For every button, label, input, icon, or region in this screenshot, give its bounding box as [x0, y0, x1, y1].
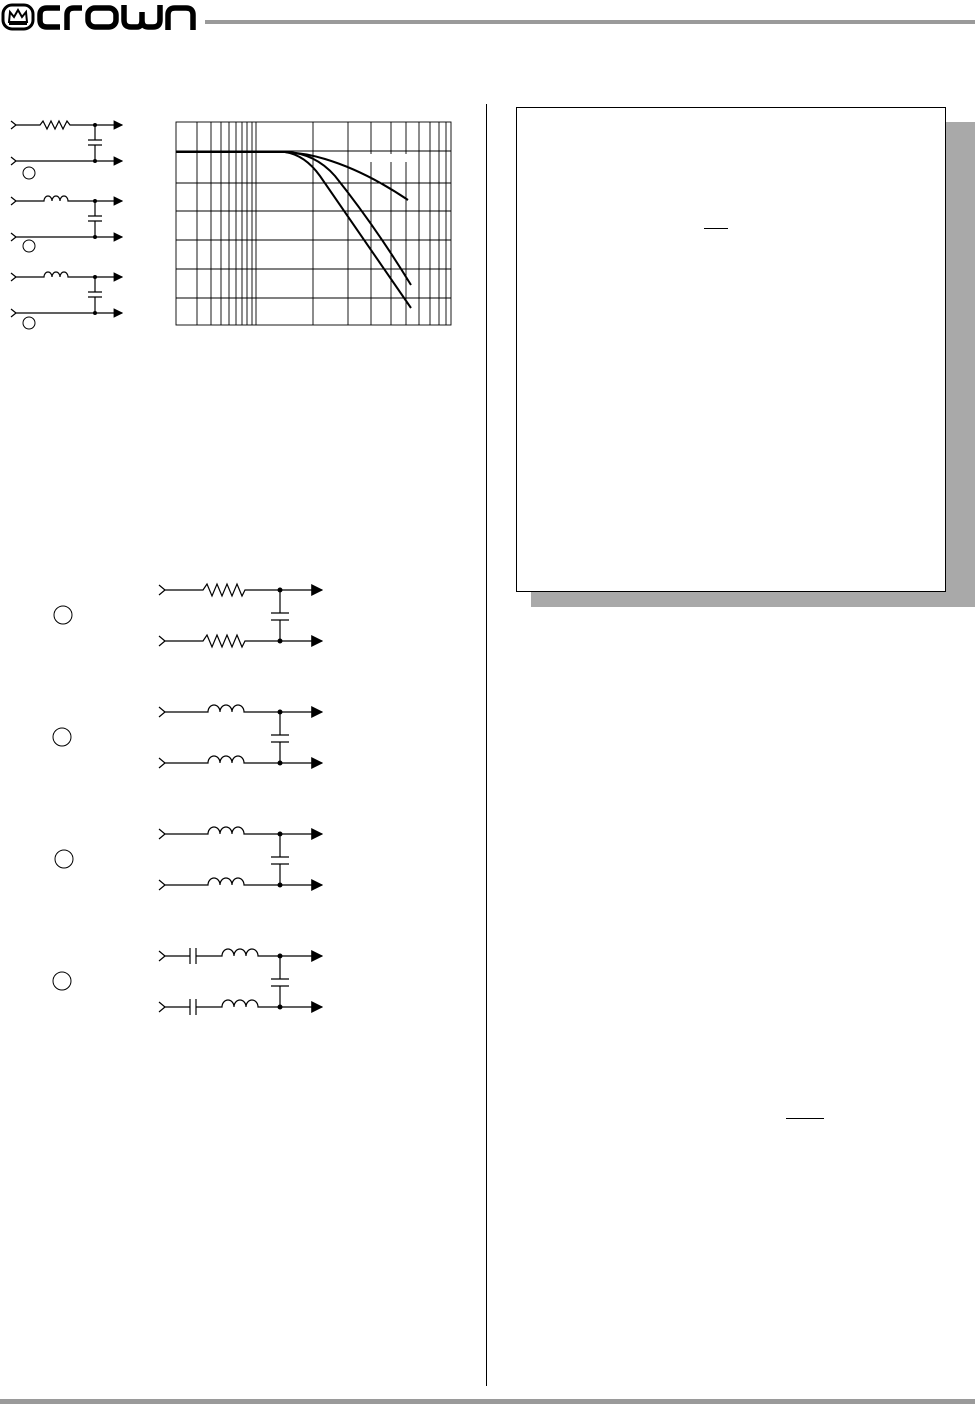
- label-circle: [23, 317, 35, 329]
- filter-3-lc: [55, 827, 322, 890]
- small-lc-filter-2: [11, 272, 122, 329]
- footer-rule: [0, 1399, 975, 1404]
- formula-fraction-bar: [704, 228, 728, 229]
- filter-1-label-circle: [54, 606, 72, 624]
- label-circle: [23, 240, 35, 252]
- filter-2-label-circle: [53, 728, 71, 746]
- filter-2-lc: [53, 705, 322, 768]
- filter-4-clc: [53, 948, 322, 1015]
- column-divider: [486, 104, 487, 1386]
- small-rc-filter: [11, 121, 122, 179]
- crown-emblem-icon: [3, 5, 33, 29]
- frequency-response-graph: [175, 121, 455, 327]
- large-filter-diagrams: [0, 570, 340, 1030]
- info-panel: [516, 107, 946, 592]
- crown-logo: [0, 0, 215, 40]
- filter-4-label-circle: [53, 972, 71, 990]
- crown-wordmark: [40, 5, 193, 30]
- label-circle: [23, 167, 35, 179]
- small-lc-filter: [11, 196, 122, 252]
- filter-3-label-circle: [55, 850, 73, 868]
- header-rule: [205, 20, 975, 24]
- small-filter-diagrams: [0, 100, 150, 345]
- formula-fraction-bar: [786, 1118, 824, 1119]
- filter-1-rc: [54, 584, 322, 647]
